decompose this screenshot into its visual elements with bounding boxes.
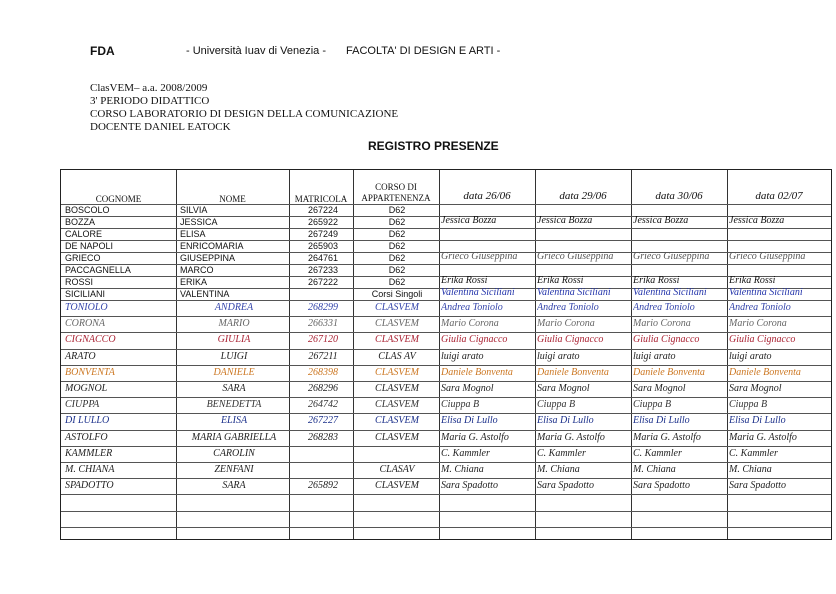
course-line-1: ClasVEM– a.a. 2008/2009 <box>90 82 208 94</box>
row-corso: D62 <box>388 229 406 239</box>
signature: Mario Corona <box>633 318 691 330</box>
fda-label: FDA <box>90 44 115 58</box>
row-cognome: ASTOLFO <box>65 431 108 443</box>
row-corso: CLASVEM <box>375 383 419 394</box>
col-matricola: MATRICOLA <box>294 194 348 204</box>
faculty-label: FACOLTA' DI DESIGN E ARTI - <box>346 45 501 57</box>
signature: Elisa Di Lullo <box>729 415 786 427</box>
signature: Erika Rossi <box>537 275 584 286</box>
signature: luigi arato <box>729 350 772 362</box>
row-corso: D62 <box>388 217 406 227</box>
row-nome: SARA <box>222 383 246 394</box>
row-cognome: BOSCOLO <box>65 205 110 215</box>
signature: Grieco Giuseppina <box>441 251 518 262</box>
row-nome: ZENFANI <box>214 464 254 475</box>
signature: Jessica Bozza <box>537 215 593 226</box>
row-corso: Corsi Singoli <box>371 289 423 299</box>
col-date-3: data 30/06 <box>655 190 703 202</box>
row-matricola: 265922 <box>307 217 339 227</box>
signature: Daniele Bonventa <box>441 366 513 378</box>
row-corso: D62 <box>388 277 406 287</box>
row-corso: CLASVEM <box>375 399 419 411</box>
col-corso: CORSO DI APPARTENENZA <box>361 182 431 203</box>
signature: Sara Mognol <box>633 383 686 394</box>
course-line-4: DOCENTE DANIEL EATOCK <box>90 121 231 133</box>
signature: Sara Mognol <box>537 383 590 394</box>
signature: Andrea Toniolo <box>441 302 503 313</box>
signature: Erika Rossi <box>633 275 680 286</box>
row-corso: D62 <box>388 253 406 263</box>
row-cognome: CORONA <box>65 318 105 330</box>
signature: Giulia Cignacco <box>441 334 508 346</box>
row-nome: DANIELE <box>213 366 255 378</box>
row-matricola: 267233 <box>307 265 339 275</box>
row-nome: ENRICOMARIA <box>180 241 244 251</box>
row-matricola: 267222 <box>307 277 339 287</box>
signature: Ciuppa B <box>537 399 576 411</box>
row-cognome: CIUPPA <box>65 399 100 411</box>
signature: Erika Rossi <box>729 275 776 286</box>
signature: Grieco Giuseppina <box>633 251 710 262</box>
signature: Grieco Giuseppina <box>729 251 806 262</box>
signature: Jessica Bozza <box>729 215 785 226</box>
signature: M. Chiana <box>441 464 484 475</box>
signature: Mario Corona <box>537 318 595 330</box>
row-cognome: BOZZA <box>65 217 96 227</box>
col-date-1: data 26/06 <box>463 190 511 202</box>
signature: Ciuppa B <box>633 399 672 411</box>
signature: Andrea Toniolo <box>729 302 791 313</box>
row-matricola: 265903 <box>307 241 339 251</box>
row-matricola: 265892 <box>308 480 338 492</box>
signature: Maria G. Astolfo <box>729 431 797 443</box>
row-corso: CLASVEM <box>375 318 419 330</box>
signature: Andrea Toniolo <box>633 302 695 313</box>
row-cognome: M. CHIANA <box>65 464 115 475</box>
signature: luigi arato <box>633 350 676 362</box>
row-cognome: CIGNACCO <box>65 334 116 346</box>
signature: Valentina Siciliani <box>729 287 803 298</box>
row-matricola: 268283 <box>308 431 338 443</box>
row-nome: ELISA <box>180 229 206 239</box>
signature: Sara Spadotto <box>729 480 786 492</box>
row-nome: ERIKA <box>180 277 208 287</box>
row-matricola: 267249 <box>307 229 339 239</box>
signature: C. Kammler <box>633 447 682 459</box>
row-matricola: 267211 <box>308 350 338 362</box>
row-matricola: 267120 <box>308 334 338 346</box>
col-nome: NOME <box>219 194 246 204</box>
row-corso: D62 <box>388 205 406 215</box>
signature: Valentina Siciliani <box>537 287 611 298</box>
signature: Mario Corona <box>729 318 787 330</box>
course-line-3: CORSO LABORATORIO DI DESIGN DELLA COMUNICAZIONE <box>90 108 399 120</box>
signature: Sara Spadotto <box>633 480 690 492</box>
signature: Ciuppa B <box>441 399 480 411</box>
row-matricola: 267227 <box>308 415 338 427</box>
signature: Jessica Bozza <box>441 215 497 226</box>
col-date-2: data 29/06 <box>559 190 607 202</box>
row-cognome: KAMMLER <box>65 447 113 459</box>
row-nome: ANDREA <box>214 302 254 313</box>
row-cognome: SICILIANI <box>65 289 106 299</box>
signature: Giulia Cignacco <box>729 334 796 346</box>
signature: Daniele Bonventa <box>537 366 609 378</box>
row-nome: ELISA <box>220 415 248 427</box>
row-cognome: ROSSI <box>65 277 94 287</box>
row-corso: D62 <box>388 265 406 275</box>
row-matricola: 268296 <box>308 383 338 394</box>
row-cognome: GRIECO <box>65 253 101 263</box>
row-nome: SILVIA <box>180 205 208 215</box>
row-nome: SARA <box>222 480 246 492</box>
row-nome: CAROLIN <box>213 447 255 459</box>
row-matricola: 264742 <box>308 399 338 411</box>
row-corso: CLASVEM <box>375 480 419 492</box>
signature: C. Kammler <box>537 447 586 459</box>
row-corso: CLASVEM <box>375 334 419 346</box>
signature: Giulia Cignacco <box>633 334 700 346</box>
signature: Daniele Bonventa <box>729 366 801 378</box>
signature: luigi arato <box>537 350 580 362</box>
row-nome: MARCO <box>180 265 214 275</box>
university-label: - Università Iuav di Venezia - <box>186 45 327 57</box>
row-nome: MARIA GABRIELLA <box>191 431 277 443</box>
row-corso: CLASVEM <box>375 302 419 313</box>
page-title: REGISTRO PRESENZE <box>368 139 499 153</box>
row-cognome: PACCAGNELLA <box>65 265 131 275</box>
row-matricola: 266331 <box>308 318 338 330</box>
signature: Grieco Giuseppina <box>537 251 614 262</box>
row-corso: CLASVEM <box>375 366 419 378</box>
signature: C. Kammler <box>729 447 778 459</box>
signature: Giulia Cignacco <box>537 334 604 346</box>
signature: Jessica Bozza <box>633 215 689 226</box>
signature: Maria G. Astolfo <box>537 431 605 443</box>
row-cognome: BONVENTA <box>65 366 115 378</box>
row-matricola: 268398 <box>308 366 338 378</box>
course-line-2: 3' PERIODO DIDATTICO <box>90 95 210 107</box>
signature: M. Chiana <box>633 464 676 475</box>
signature: Ciuppa B <box>729 399 768 411</box>
row-cognome: DI LULLO <box>65 415 110 427</box>
row-matricola: 264761 <box>307 253 339 263</box>
row-cognome: ARATO <box>65 350 96 362</box>
signature: Sara Spadotto <box>441 480 498 492</box>
attendance-table <box>60 169 832 540</box>
col-date-4: data 02/07 <box>755 190 803 202</box>
row-nome: GIUSEPPINA <box>180 253 236 263</box>
signature: Andrea Toniolo <box>537 302 599 313</box>
signature: Daniele Bonventa <box>633 366 705 378</box>
row-corso: CLASVEM <box>375 431 419 443</box>
row-corso: CLASVEM <box>375 415 419 427</box>
signature: M. Chiana <box>729 464 772 475</box>
signature: Valentina Siciliani <box>441 287 515 298</box>
row-cognome: CALORE <box>65 229 103 239</box>
row-matricola: 267224 <box>307 205 339 215</box>
row-corso: CLAS AV <box>378 350 416 362</box>
signature: Elisa Di Lullo <box>537 415 594 427</box>
row-nome: BENEDETTA <box>206 399 262 411</box>
row-nome: LUIGI <box>220 350 248 362</box>
signature: Sara Mognol <box>441 383 494 394</box>
signature: Erika Rossi <box>441 275 488 286</box>
row-matricola: 268299 <box>308 302 338 313</box>
row-cognome: MOGNOL <box>65 383 108 394</box>
signature: M. Chiana <box>537 464 580 475</box>
signature: Elisa Di Lullo <box>633 415 690 427</box>
signature: Maria G. Astolfo <box>633 431 701 443</box>
col-cognome: COGNOME <box>95 194 142 204</box>
signature: Sara Spadotto <box>537 480 594 492</box>
signature: Elisa Di Lullo <box>441 415 498 427</box>
signature: Maria G. Astolfo <box>441 431 509 443</box>
signature: C. Kammler <box>441 447 490 459</box>
row-nome: MARIO <box>218 318 250 330</box>
row-corso: CLASAV <box>379 464 415 475</box>
row-nome: JESSICA <box>180 217 218 227</box>
row-cognome: SPADOTTO <box>65 480 114 492</box>
row-corso: D62 <box>388 241 406 251</box>
signature: luigi arato <box>441 350 484 362</box>
row-cognome: DE NAPOLI <box>65 241 114 251</box>
signature: Mario Corona <box>441 318 499 330</box>
signature: Sara Mognol <box>729 383 782 394</box>
row-cognome: TONIOLO <box>65 302 108 313</box>
row-nome: VALENTINA <box>180 289 230 299</box>
row-nome: GIULIA <box>217 334 251 346</box>
signature: Valentina Siciliani <box>633 287 707 298</box>
